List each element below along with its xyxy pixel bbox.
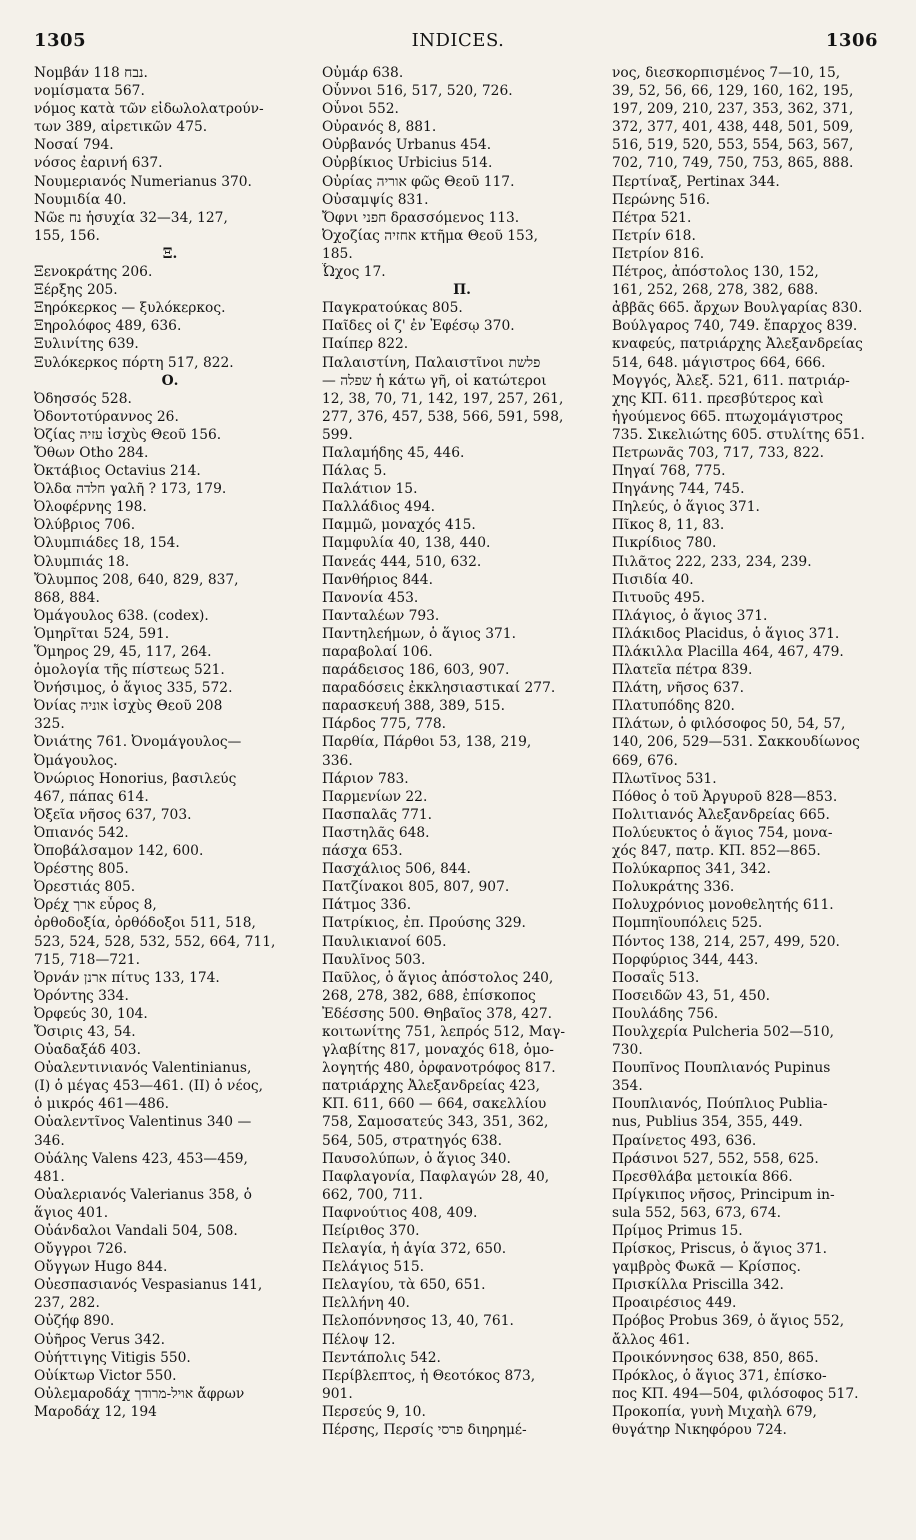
index-entry-line: Ξυλινίτης 639.	[34, 336, 139, 353]
index-entry-line: 161, 252, 268, 278, 382, 688.	[612, 282, 819, 299]
index-entry-line: ἅγιος 401.	[34, 1204, 109, 1221]
index-entry-line: Μογγός, Ἀλεξ. 521, 611. πατριάρ-	[612, 372, 850, 389]
index-entry-line: Οὔγγων Hugo 844.	[34, 1259, 168, 1276]
index-entry-line: Πάριον 783.	[322, 770, 409, 787]
index-entry-line: ἡγούμενος 665. πτωχομάγιστρος	[612, 408, 843, 425]
index-entry-line: Πείριθος 370.	[322, 1223, 420, 1239]
index-entry-line: nus, Publius 354, 355, 449.	[612, 1114, 803, 1131]
index-entry-line: Πουλάδης 756.	[612, 1005, 719, 1022]
index-entry-line: Ὀποβάλσαμον 142, 600.	[34, 843, 204, 860]
index-entry-line: Ποσειδῶν 43, 51, 450.	[612, 987, 771, 1004]
index-column-1	[34, 64, 306, 1421]
index-entry-line: Πανθήριος 844.	[322, 571, 433, 588]
index-entry-line: γαμβρὸς Φωκᾶ — Κρίσπος.	[612, 1259, 801, 1276]
index-entry-line: Πιλᾶτος 222, 233, 234, 239.	[612, 553, 812, 570]
index-entry-line: Πολιτιανός Ἀλεξανδρείας 665.	[612, 806, 830, 823]
index-entry-line: Οὐήττιγης Vitigis 550.	[34, 1349, 191, 1366]
index-entry-line: Νῶε נח ἡσυχία 32—34, 127,	[34, 209, 228, 226]
index-entry-line: Πρίσκος, Priscus, ὁ ἅγιος 371.	[612, 1241, 828, 1258]
index-column-3	[612, 64, 888, 1439]
index-entry-line: Πόθος ὁ τοῦ Ἀργυροῦ 828—853.	[612, 788, 838, 805]
index-entry-line: 467, πάπας 614.	[34, 788, 149, 805]
index-entry-line: Πραίνετος 493, 636.	[612, 1132, 757, 1149]
index-entry-line: ἀββᾶς 665. ἄρχων Βουλγαρίας 830.	[612, 300, 863, 317]
index-entry-line: Πέλοψ 12.	[322, 1331, 396, 1348]
index-entry-line: Πρόκλος, ὁ ἅγιος 371, ἐπίσκο-	[612, 1367, 827, 1384]
index-entry-line: Ὅμηρος 29, 45, 117, 264.	[34, 644, 212, 660]
index-entry-line: 514, 648. μάγιστρος 664, 666.	[612, 354, 826, 371]
index-entry-line: Ὄθων Otho 284.	[34, 444, 149, 461]
index-entry-line: Ὀλδα חלדה γαλῆ ? 173, 179.	[34, 481, 227, 498]
index-entry-line: Οὐάνδαλοι Vandali 504, 508.	[34, 1223, 238, 1239]
index-entry-line: Πομπηϊουπόλεις 525.	[612, 915, 763, 932]
index-entry-line: Πελαγία, ἡ ἁγία 372, 650.	[322, 1241, 507, 1258]
index-entry-line: πατριάρχης Ἀλεξανδρείας 423,	[322, 1078, 540, 1095]
index-entry-line: Πανταλέων 793.	[322, 607, 440, 624]
index-entry-line: Ὄσιρις 43, 54.	[34, 1023, 136, 1040]
index-entry-line: Οὐρίας אוריה φῶς Θεοῦ 117.	[322, 173, 515, 190]
index-entry-line: Οὐαλεντῖνος Valentinus 340 —	[34, 1114, 252, 1131]
index-entry-line: Παυσολύπων, ὁ ἅγιος 340.	[322, 1150, 511, 1167]
index-entry-line: 523, 524, 528, 532, 552, 664, 711,	[34, 933, 276, 950]
index-entry-line: 564, 505, στρατηγός 638.	[322, 1132, 502, 1149]
index-entry-line: νομίσματα 567.	[34, 83, 145, 100]
index-entry-line: 868, 884.	[34, 589, 100, 606]
index-entry-line: Παῦλος, ὁ ἅγιος ἀπόστολος 240,	[322, 969, 554, 986]
index-entry-line: Οὐαδαξάδ 403.	[34, 1042, 141, 1059]
index-entry-line: Πουπλιανός, Πούπλιος Publia-	[612, 1096, 828, 1113]
index-entry-line: Πανονία 453.	[322, 589, 419, 606]
index-entry-line: Βούλγαρος 740, 749. ἔπαρχος 839.	[612, 318, 858, 335]
index-entry-line: Μαροδάχ 12, 194	[34, 1403, 157, 1420]
index-entry-line: Οὐῆρος Verus 342.	[34, 1331, 166, 1348]
index-entry-line: ἄλλος 461.	[612, 1331, 690, 1348]
index-entry-line: Νουμεριανός Numerianus 370.	[34, 173, 252, 190]
index-entry-line: θυγάτηρ Νικηφόρου 724.	[612, 1422, 787, 1439]
index-entry-line: Πρίγκιπος νῆσος, Principum in-	[612, 1186, 835, 1203]
index-entry-line: Οὐζήφ 890.	[34, 1313, 115, 1330]
index-entry-line: ΚΠ. 611, 660 — 664, σακελλίου	[322, 1096, 547, 1113]
index-entry-line: Οὐσαμψίς 831.	[322, 191, 429, 208]
index-entry-line: Ὀλυμπιάδες 18, 154.	[34, 535, 180, 552]
index-entry-line: Ὄλυμπος 208, 640, 829, 837,	[34, 571, 239, 588]
index-entry-line: Οὐαλεντινιανός Valentinianus,	[34, 1060, 252, 1077]
index-entry-line: Πολυκράτης 336.	[612, 879, 735, 896]
index-entry-line: χης ΚΠ. 611. πρεσβύτερος καὶ	[612, 390, 824, 407]
running-title: INDICES.	[411, 30, 505, 51]
index-entry-line: Πορφύριος 344, 443.	[612, 951, 759, 968]
index-entry-line: Πελαγίου, τὰ 650, 651.	[322, 1277, 486, 1294]
index-entry-line: Πρεσθλάβα μετοικία 866.	[612, 1168, 793, 1185]
index-entry-line: 662, 700, 711.	[322, 1186, 423, 1203]
index-entry-line: ὀρθοδοξία, ὀρθόδοξοι 511, 518,	[34, 915, 256, 932]
index-entry-line: 39, 52, 56, 66, 129, 160, 162, 195,	[612, 83, 854, 100]
index-entry-line: Πετρίον 816.	[612, 245, 705, 262]
index-entry-line: Πολύευκτος ὁ ἅγιος 754, μονα-	[612, 824, 833, 841]
index-entry-line: Παφλαγονία, Παφλαγών 28, 40,	[322, 1168, 550, 1185]
index-entry-line: Πέρσης, Περσίς פרסי διηρημέ-	[322, 1422, 527, 1439]
index-entry-line: Οὖννοι 516, 517, 520, 726.	[322, 83, 513, 100]
index-entry-line: Ὀζίας עזיה ἰσχὺς Θεοῦ 156.	[34, 426, 222, 443]
index-entry-line: Πλατυπόδης 820.	[612, 698, 735, 715]
page-number-left: 1305	[34, 30, 87, 51]
index-entry-line: Προαιρέσιος 449.	[612, 1295, 737, 1312]
index-entry-line: Πλάγιος, ὁ ἅγιος 371.	[612, 607, 768, 624]
index-entry-line: Πικρίδιος 780.	[612, 535, 717, 552]
index-entry-line: Πεντάπολις 542.	[322, 1349, 441, 1366]
index-entry-line: Νοσαί 794.	[34, 137, 114, 154]
index-entry-line: Ὀπιανός 542.	[34, 824, 129, 841]
index-entry-line: πος ΚΠ. 494—504, φιλόσοφος 517.	[612, 1385, 859, 1402]
index-entry-line: 197, 209, 210, 237, 353, 362, 371,	[612, 101, 854, 118]
index-entry-line: Οὐμάρ 638.	[322, 65, 404, 81]
index-entry-line: Πηλεύς, ὁ ἅγιος 371.	[612, 499, 760, 516]
index-entry-line: Πολυχρόνιος μονοθελητής 611.	[612, 897, 834, 914]
index-entry-line: Παμμῶ, μοναχός 415.	[322, 517, 476, 534]
index-entry-line: Πλωτῖνος 531.	[612, 770, 717, 787]
index-entry-line: Πάρδος 775, 778.	[322, 716, 447, 733]
index-entry-line: Ὀρόντης 334.	[34, 987, 129, 1004]
index-entry-line: Ξηρόκερκος — ξυλόκερκος.	[34, 300, 226, 317]
index-entry-line: Παντηλεήμων, ὁ ἅγιος 371.	[322, 625, 516, 642]
index-entry-line: Πέτρα 521.	[612, 209, 692, 226]
index-entry-line: Ξηρολόφος 489, 636.	[34, 318, 182, 335]
index-entry-line: Ὄφνι חפני δρασσόμενος 113.	[322, 209, 520, 226]
index-entry-line: Πλάκιλλα Placilla 464, 467, 479.	[612, 644, 844, 660]
index-entry-line: Πρίμος Primus 15.	[612, 1223, 743, 1239]
index-entry-line: Πλάκιδος Placidus, ὁ ἅγιος 371.	[612, 625, 840, 642]
index-entry-line: 372, 377, 401, 438, 448, 501, 509,	[612, 119, 854, 136]
index-entry-line: Ξέρξης 205.	[34, 282, 118, 299]
index-entry-line: 325.	[34, 716, 65, 733]
index-entry-line: Ὀλυμπιάς 18.	[34, 553, 130, 570]
index-entry-line: ὁμολογία τῆς πίστεως 521.	[34, 662, 225, 679]
index-entry-line: (I) ὁ μέγας 453—461. (II) ὁ νέος,	[34, 1078, 264, 1095]
index-entry-line: νόμος κατὰ τῶν εἰδωλολατρούν-	[34, 101, 264, 118]
index-entry-line: Οὐρβανός Urbanus 454.	[322, 137, 492, 154]
index-entry-line: Ὀνώριος Honorius, βασιλεύς	[34, 770, 237, 787]
index-entry-line: Ὀμάγουλος 638. (codex).	[34, 607, 209, 624]
index-entry-line: Οὐαλεριανός Valerianus 358, ὁ	[34, 1186, 252, 1203]
index-entry-line: Πασπαλᾶς 771.	[322, 806, 433, 823]
index-entry-line: Πελάγιος 515.	[322, 1259, 425, 1276]
index-entry-line: Πατρίκιος, ἐπ. Προύσης 329.	[322, 915, 526, 932]
index-entry-line: Ὀρφεύς 30, 104.	[34, 1005, 148, 1022]
index-entry-line: Πρόβος Probus 369, ὁ ἅγιος 552,	[612, 1313, 845, 1330]
index-entry-line: ὁ μικρός 461—486.	[34, 1096, 170, 1113]
index-entry-line: κναφεύς, πατριάρχης Ἀλεξανδρείας	[612, 336, 863, 353]
index-entry-line: γλαβίτης 817, μοναχός 618, ὁμο-	[322, 1042, 554, 1059]
index-entry-line: Ὀκτάβιος Octavius 214.	[34, 463, 201, 480]
index-entry-line: Πετρίν 618.	[612, 227, 696, 244]
index-entry-line: 155, 156.	[34, 227, 100, 244]
index-entry-line: 599.	[322, 426, 353, 443]
index-entry-line: Ὀρέχ ארך εὖρος 8,	[34, 897, 157, 914]
index-entry-line: Ὀνιάτης 761. Ὀνομάγουλος—	[34, 734, 242, 751]
index-entry-line: 901.	[322, 1385, 353, 1402]
index-entry-line: Πηγαί 768, 775.	[612, 463, 726, 480]
index-entry-line: Παίπερ 822.	[322, 336, 409, 353]
index-entry-line: 354.	[612, 1078, 643, 1095]
index-entry-line: Ὀρέστης 805.	[34, 861, 129, 878]
index-entry-line: παραδόσεις ἐκκλησιαστικαί 277.	[322, 680, 556, 697]
index-entry-line: Ξυλόκερκος πόρτη 517, 822.	[34, 354, 234, 371]
index-entry-line: Ὀρνάν ארנן πίτυς 133, 174.	[34, 969, 220, 986]
index-entry-line: Ὀξεῖα νῆσος 637, 703.	[34, 806, 192, 823]
page-number-right: 1306	[825, 30, 878, 51]
index-entry-line: Παρμενίων 22.	[322, 788, 428, 805]
index-entry-line: Παλλάδιος 494.	[322, 499, 436, 516]
index-entry-line: νος, διεσκορπισμένος 7—10, 15,	[612, 65, 841, 81]
index-entry-line: Παφνούτιος 408, 409.	[322, 1204, 478, 1221]
index-entry-line: Παγκρατούκας 805.	[322, 300, 463, 317]
index-entry-line: Νουμιδία 40.	[34, 191, 127, 208]
index-entry-line: Περίβλεπτος, ἡ Θεοτόκος 873,	[322, 1367, 536, 1384]
index-entry-line: Πράσινοι 527, 552, 558, 625.	[612, 1150, 819, 1167]
index-entry-line: Οὐίκτωρ Victor 550.	[34, 1367, 177, 1384]
index-entry-line: Ὀχοζίας אחזיה κτῆμα Θεοῦ 153,	[322, 227, 538, 244]
index-entry-line: Ξενοκράτης 206.	[34, 264, 153, 281]
index-entry-line: Ὀδησσός 528.	[34, 390, 132, 407]
index-entry-line: 702, 710, 749, 750, 753, 865, 888.	[612, 155, 854, 172]
index-entry-line: νόσος ἐαρινή 637.	[34, 155, 163, 172]
index-entry-line: Πουλχερία Pulcheria 502—510,	[612, 1023, 835, 1040]
index-entry-line: Περώνης 516.	[612, 191, 711, 208]
index-entry-line: 12, 38, 70, 71, 142, 197, 257, 261,	[322, 390, 564, 407]
index-entry-line: Πολύκαρπος 341, 342.	[612, 861, 771, 878]
index-entry-line: Παρθία, Πάρθοι 53, 138, 219,	[322, 734, 532, 751]
index-entry-line: Πατζίνακοι 805, 807, 907.	[322, 879, 510, 896]
index-entry-line: Πασχάλιος 506, 844.	[322, 861, 471, 878]
index-entry-line: χός 847, πατρ. ΚΠ. 852—865.	[612, 843, 821, 860]
index-column-2	[322, 64, 602, 1439]
index-entry-line: Ξ.	[162, 245, 178, 262]
index-entry-line: 730.	[612, 1042, 643, 1059]
index-entry-line: Ο.	[161, 372, 179, 389]
index-entry-line: Προκοπία, γυνὴ Μιχαὴλ 679,	[612, 1403, 817, 1420]
index-entry-line: Ὀρεστιάς 805.	[34, 879, 136, 896]
index-entry-line: Οὔγγροι 726.	[34, 1241, 128, 1258]
index-entry-line: Παλαιστίνη, Παλαιστῖνοι פלשת	[322, 354, 541, 371]
index-entry-line: Ὦχος 17.	[322, 264, 386, 281]
index-entry-line: — שפלה ἡ κάτω γῆ, οἱ κατώτεροι	[322, 372, 547, 389]
index-entry-line: Ὀδοντοτύραννος 26.	[34, 408, 179, 425]
index-entry-line: Ὀλύβριος 706.	[34, 517, 136, 534]
index-entry-line: 277, 376, 457, 538, 566, 591, 598,	[322, 408, 564, 425]
index-entry-line: 336.	[322, 752, 353, 769]
index-entry-line: Περσεύς 9, 10.	[322, 1403, 426, 1420]
index-entry-line: Πιτυοῦς 495.	[612, 589, 705, 606]
index-entry-line: Πελοπόννησος 13, 40, 761.	[322, 1313, 514, 1330]
index-entry-line: Οὐάλης Valens 423, 453—459,	[34, 1150, 248, 1167]
index-entry-line: Ἐδέσσης 500. Θηβαῖος 378, 427.	[322, 1005, 553, 1022]
index-entry-line: Πλάτη, νῆσος 637.	[612, 680, 744, 697]
index-entry-line: παραβολαί 106.	[322, 644, 433, 660]
index-entry-line: Πουπῖνος Πουπλιανός Pupinus	[612, 1060, 831, 1077]
index-entry-line: Πάλας 5.	[322, 463, 387, 480]
index-entry-line: Παυλῖνος 503.	[322, 951, 426, 968]
index-entry-line: παρασκευή 388, 389, 515.	[322, 698, 505, 715]
index-entry-line: Πλατεῖα πέτρα 839.	[612, 662, 753, 679]
index-entry-line: Παῖδες οἱ ζ' ἐν Ἐφέσῳ 370.	[322, 318, 515, 335]
index-entry-line: Π.	[453, 282, 471, 299]
index-entry-line: Οὐεσπασιανός Vespasianus 141,	[34, 1277, 263, 1294]
index-entry-line: Παλαμήδης 45, 446.	[322, 444, 465, 461]
index-entry-line: 735. Σικελιώτης 605. στυλίτης 651.	[612, 426, 865, 443]
index-entry-line: Πετρωνᾶς 703, 717, 733, 822.	[612, 444, 825, 461]
index-entry-line: Νομβάν נבח 118.	[34, 65, 148, 81]
index-entry-line: κοιτωνίτης 751, λεπρός 512, Μαγ-	[322, 1023, 566, 1040]
index-entry-line: 237, 282.	[34, 1295, 100, 1312]
index-entry-line: Πανεάς 444, 510, 632.	[322, 553, 482, 570]
index-entry-line: Οὐλεμαροδάχ אויל-מרודך ἄφρων	[34, 1385, 245, 1402]
index-entry-line: 140, 206, 529—531. Σακκουδίωνος	[612, 734, 860, 751]
index-entry-line: Πισιδία 40.	[612, 571, 694, 588]
index-entry-line: 758, Σαμοσατεύς 343, 351, 362,	[322, 1114, 549, 1131]
index-entry-line: sula 552, 563, 673, 674.	[612, 1204, 782, 1221]
index-entry-line: Πελλήνη 40.	[322, 1295, 410, 1312]
index-entry-line: Πηγάνης 744, 745.	[612, 481, 745, 498]
index-entry-line: Ὀνίας אוניה ἰσχὺς Θεοῦ 208	[34, 698, 223, 715]
index-entry-line: Ὁμηρῖται 524, 591.	[34, 625, 170, 642]
index-entry-line: Παμφυλία 40, 138, 440.	[322, 535, 491, 552]
index-entry-line: 669, 676.	[612, 752, 678, 769]
index-entry-line: Ὀμάγουλος.	[34, 752, 118, 769]
index-entry-line: Οὐρανός 8, 881.	[322, 119, 437, 136]
index-entry-line: Παστηλᾶς 648.	[322, 824, 430, 841]
index-entry-line: 715, 718—721.	[34, 951, 140, 968]
index-entry-line: Ποσαΐς 513.	[612, 969, 700, 986]
index-entry-line: Ὀλοφέρνης 198.	[34, 499, 147, 516]
index-entry-line: πάσχα 653.	[322, 843, 403, 860]
index-entry-line: 516, 519, 520, 553, 554, 563, 567,	[612, 137, 854, 154]
index-entry-line: παράδεισος 186, 603, 907.	[322, 662, 510, 679]
index-entry-line: 346.	[34, 1132, 65, 1149]
index-entry-line: λογητής 480, ὀρφανοτρόφος 817.	[322, 1060, 556, 1077]
index-entry-line: 268, 278, 382, 688, ἐπίσκοπος	[322, 987, 536, 1004]
index-entry-line: Πόντος 138, 214, 257, 499, 520.	[612, 933, 840, 950]
index-entry-line: 185.	[322, 245, 353, 262]
index-entry-line: 481.	[34, 1168, 65, 1185]
index-entry-line: Οὖνοι 552.	[322, 101, 399, 118]
index-entry-line: Παλάτιον 15.	[322, 481, 418, 498]
index-entry-line: Πῖκος 8, 11, 83.	[612, 517, 725, 534]
index-entry-line: Πέτρος, ἀπόστολος 130, 152,	[612, 264, 819, 281]
index-entry-line: Προικόννησος 638, 850, 865.	[612, 1349, 819, 1366]
index-entry-line: Περτίναξ, Pertinax 344.	[612, 173, 780, 190]
index-entry-line: Πλάτων, ὁ φιλόσοφος 50, 54, 57,	[612, 716, 846, 733]
index-entry-line: Οὐρβίκιος Urbicius 514.	[322, 155, 493, 172]
index-entry-line: Πρισκίλλα Priscilla 342.	[612, 1277, 784, 1294]
index-entry-line: Παυλικιανοί 605.	[322, 933, 447, 950]
index-entry-line: Ὀνήσιμος, ὁ ἅγιος 335, 572.	[34, 680, 233, 697]
index-entry-line: των 389, αἱρετικῶν 475.	[34, 119, 208, 136]
index-entry-line: Πάτμος 336.	[322, 897, 412, 914]
